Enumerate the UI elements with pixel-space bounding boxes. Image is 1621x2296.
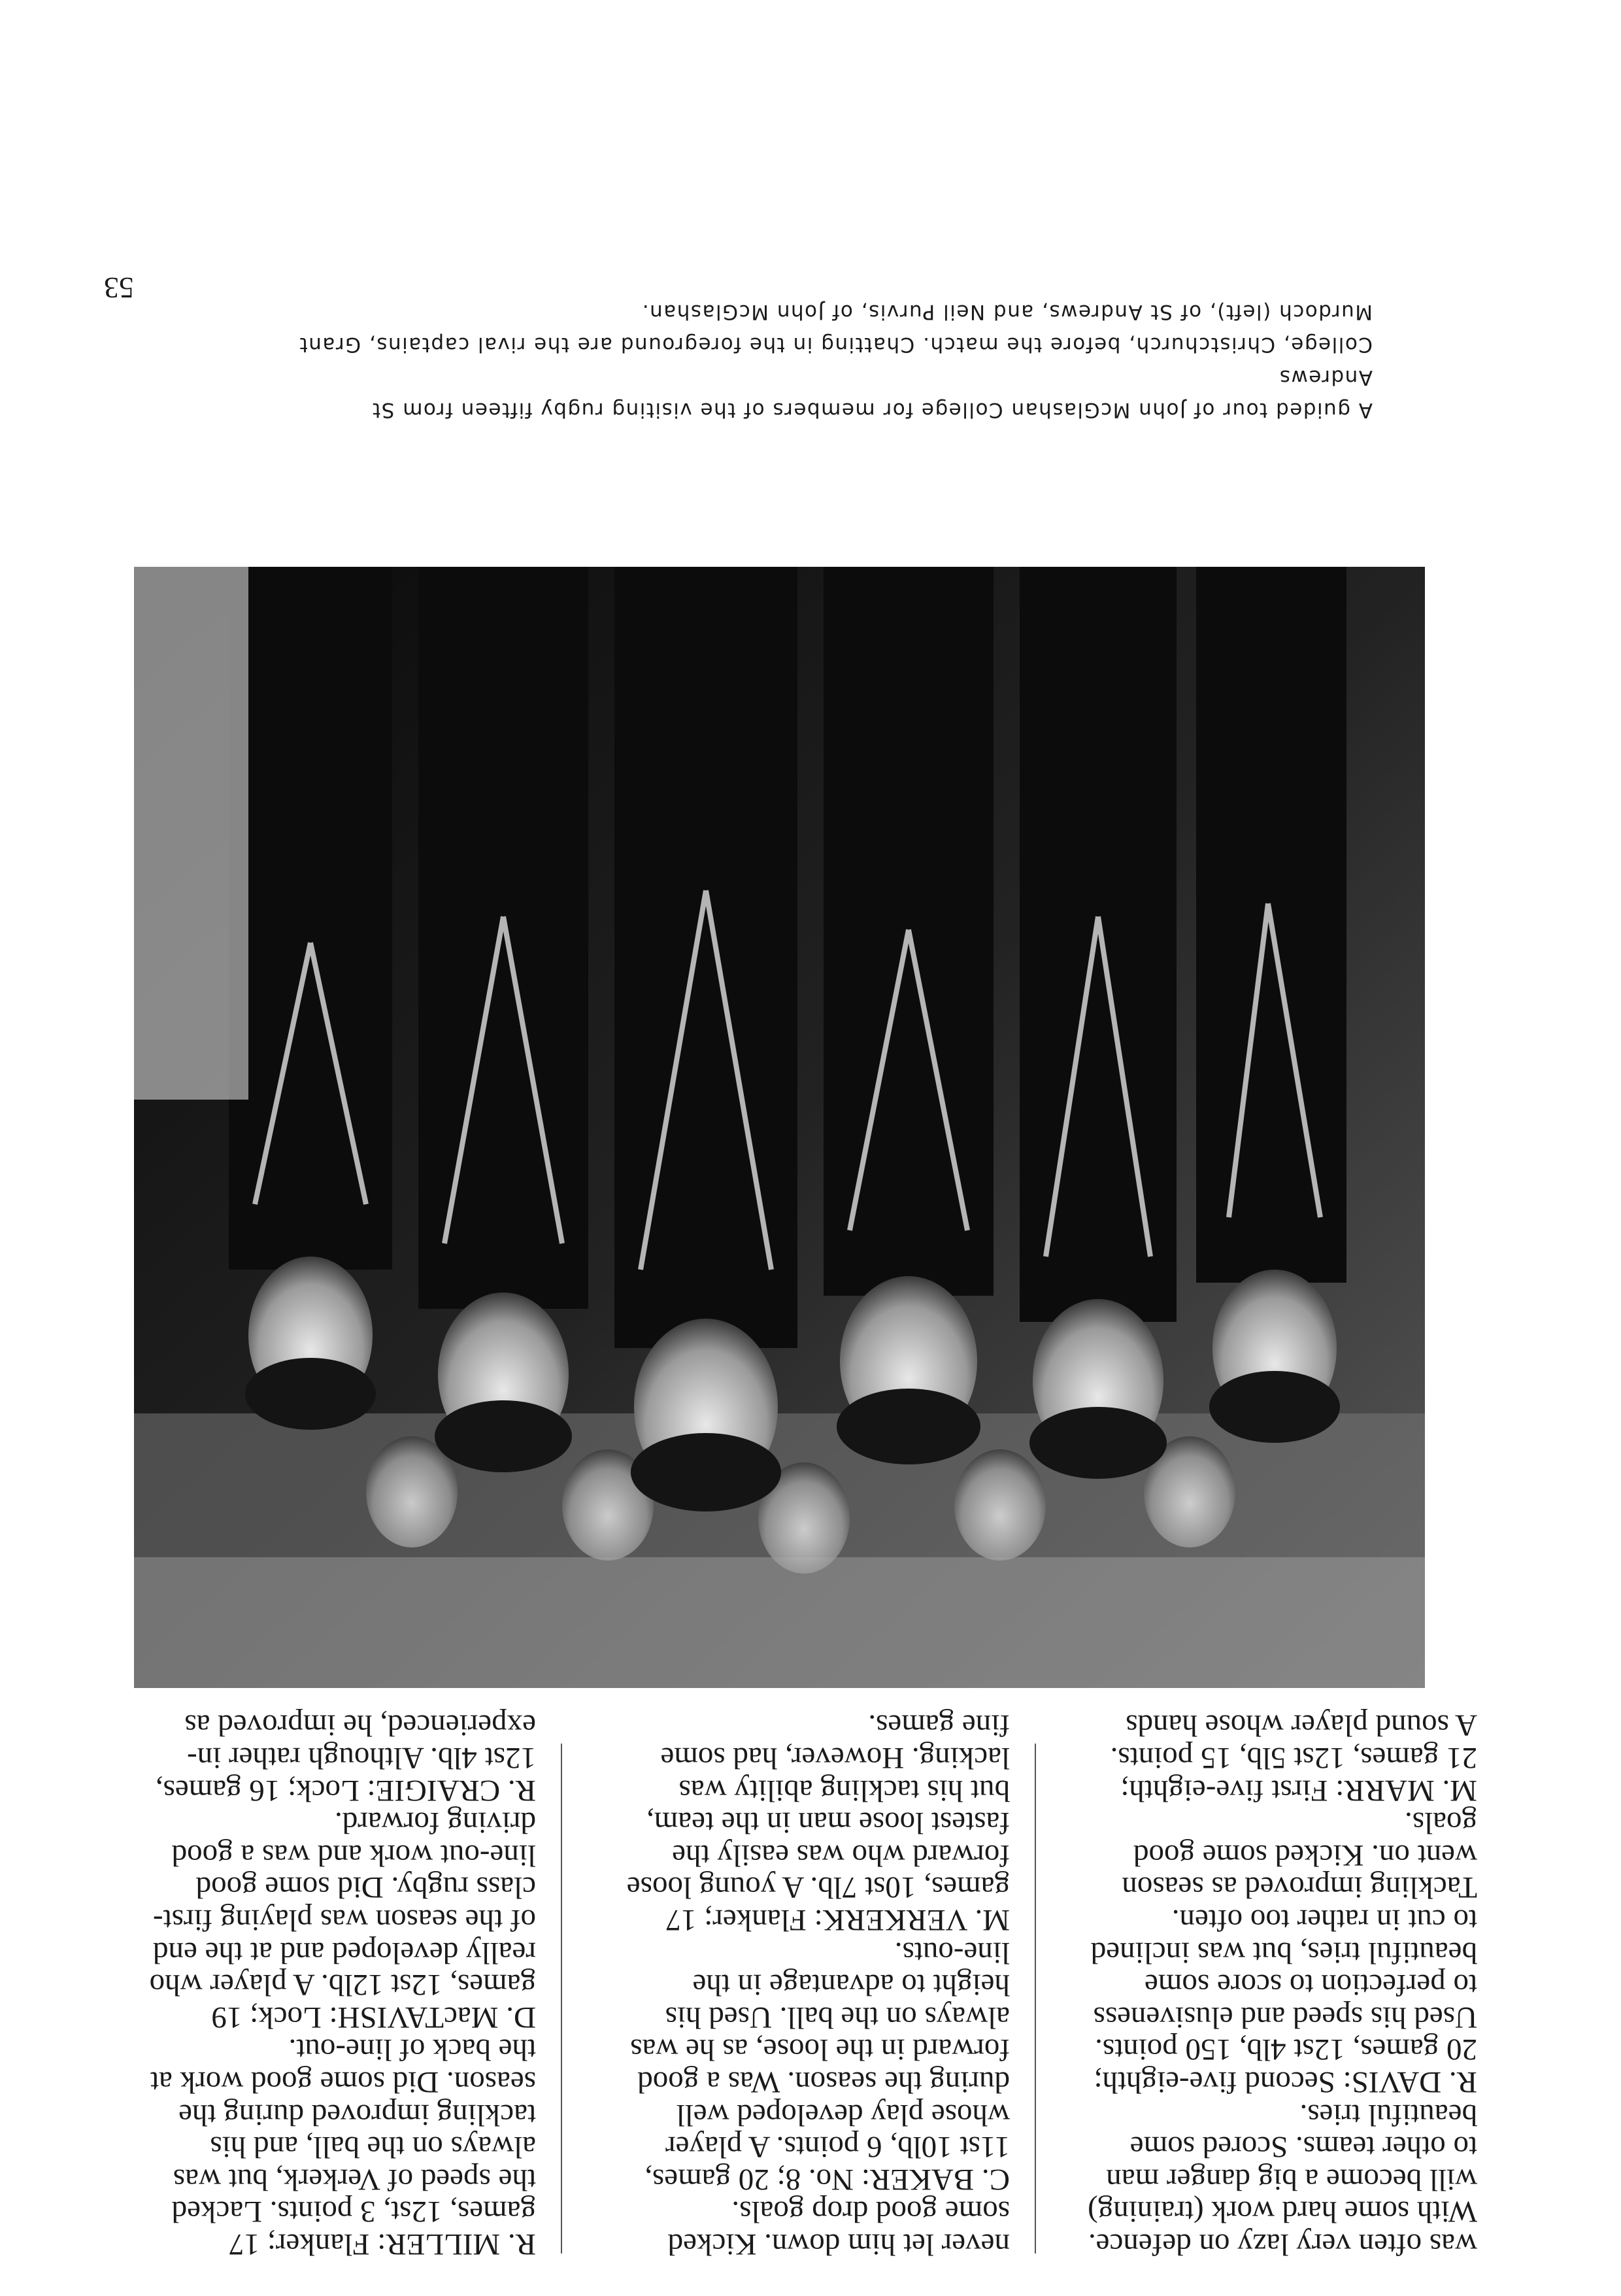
text-line: of the season was playing first- bbox=[152, 1903, 536, 1938]
text-line: during the season. Was a good bbox=[637, 2065, 1010, 2100]
caption-line: College, Christchurch, before the match. Chatting in the foreground are the rival captains, Grant bbox=[299, 333, 1373, 356]
text-columns bbox=[105, 1708, 1477, 2261]
text-line: fastest loose man in the team, bbox=[646, 1806, 1010, 1840]
text-line: fine games. bbox=[868, 1708, 1010, 1743]
text-line: 21 games, 12st 5lb, 15 points. bbox=[1110, 1741, 1477, 1776]
text-line: to perfection to score some bbox=[1145, 1968, 1477, 2002]
text-line: always on the ball, and his bbox=[210, 2130, 536, 2165]
text-line: R. MILLER: Flanker; 17 bbox=[229, 2227, 536, 2261]
text-line: 20 games, 12st 4lb, 150 points. bbox=[1095, 2033, 1477, 2067]
text-line: 11st 10lb, 6 points. A player bbox=[665, 2130, 1010, 2165]
text-line: line-outs. bbox=[894, 1935, 1010, 1970]
text-line: to cut in rather too often. bbox=[1171, 1903, 1477, 1938]
text-line: R. CRAIGIE: Lock; 16 games, bbox=[155, 1773, 536, 1808]
text-line: D. MacTAVISH: Lock; 19 bbox=[211, 2000, 536, 2034]
text-line: line-out work and was a good bbox=[171, 1838, 536, 1872]
text-column-3 bbox=[118, 1708, 536, 2261]
text-line: M. MARR: First five-eighth; bbox=[1120, 1773, 1477, 1808]
text-line: forward in the loose, as he was bbox=[630, 2033, 1010, 2067]
column-rule bbox=[1035, 1744, 1036, 2254]
text-column-2 bbox=[592, 1708, 1010, 2261]
text-line: never let him down. Kicked bbox=[667, 2227, 1010, 2261]
text-line: class rugby. Did some good bbox=[195, 1870, 536, 1905]
text-line: always on the ball. Used his bbox=[665, 2000, 1010, 2034]
text-line: beautiful tries. bbox=[1299, 2097, 1477, 2132]
text-line: forward who was easily the bbox=[672, 1838, 1010, 1872]
photo-image bbox=[134, 567, 1425, 1688]
text-line: R. DAVIS: Second five-eighth; bbox=[1094, 2065, 1477, 2100]
text-line: tackling improved during the bbox=[178, 2097, 536, 2132]
text-line: whose play developed well bbox=[676, 2097, 1010, 2132]
text-line: C. BAKER: No. 8; 20 games, bbox=[644, 2162, 1010, 2197]
text-line: games, 12st, 3 points. Lacked bbox=[171, 2195, 536, 2229]
text-line: beautiful tries, but was inclined bbox=[1090, 1935, 1477, 1970]
text-line: height to advantage in the bbox=[692, 1968, 1010, 2002]
text-line: really developed and at the end bbox=[153, 1935, 536, 1970]
text-line: was often very lazy on defence. bbox=[1088, 2227, 1477, 2261]
text-line: games, 12st 12lb. A player who bbox=[149, 1968, 536, 2002]
text-line: to other teams. Scored some bbox=[1129, 2130, 1477, 2165]
text-line: lacking. However, had some bbox=[660, 1741, 1010, 1776]
text-line: but his tackling ability was bbox=[678, 1773, 1010, 1808]
text-line: games, 10st 7lb. A young loose bbox=[626, 1870, 1010, 1905]
text-line: Tackling improved as season bbox=[1122, 1870, 1477, 1905]
text-line: the speed of Verkerk, but was bbox=[173, 2162, 536, 2197]
text-line: season. Did some good work at bbox=[150, 2065, 536, 2100]
caption-line: Murdoch (left), of St Andrews, and Neil Purvis, of John McGlashan. bbox=[641, 300, 1373, 324]
text-line: will become a big danger man bbox=[1106, 2162, 1477, 2197]
page-number: 53 bbox=[104, 271, 134, 305]
column-rule bbox=[561, 1744, 562, 2254]
text-line: went on. Kicked some good bbox=[1133, 1838, 1477, 1872]
text-column-1 bbox=[1059, 1708, 1477, 2261]
text-line: 12st 4lb. Although rather in- bbox=[187, 1741, 536, 1776]
text-line: goals. bbox=[1405, 1806, 1477, 1840]
text-line: A sound player whose hands bbox=[1126, 1708, 1477, 1743]
text-line: M. VERKERK: Flanker; 17 bbox=[665, 1903, 1010, 1938]
team-photo bbox=[134, 567, 1425, 1688]
text-line: Used his speed and elusiveness bbox=[1093, 2000, 1477, 2034]
text-line: With some hard work (training) bbox=[1088, 2195, 1477, 2229]
text-line: the back of line-out. bbox=[288, 2033, 536, 2067]
text-line: some good drop goals. bbox=[731, 2195, 1010, 2229]
photo-caption bbox=[281, 295, 1373, 426]
text-line: experienced, he improved as bbox=[184, 1708, 536, 1743]
caption-line: A guided tour of John McGlashan College for members of the visiting rugby fifteen from St Andrews bbox=[371, 365, 1373, 422]
text-line: driving forward. bbox=[334, 1806, 536, 1840]
